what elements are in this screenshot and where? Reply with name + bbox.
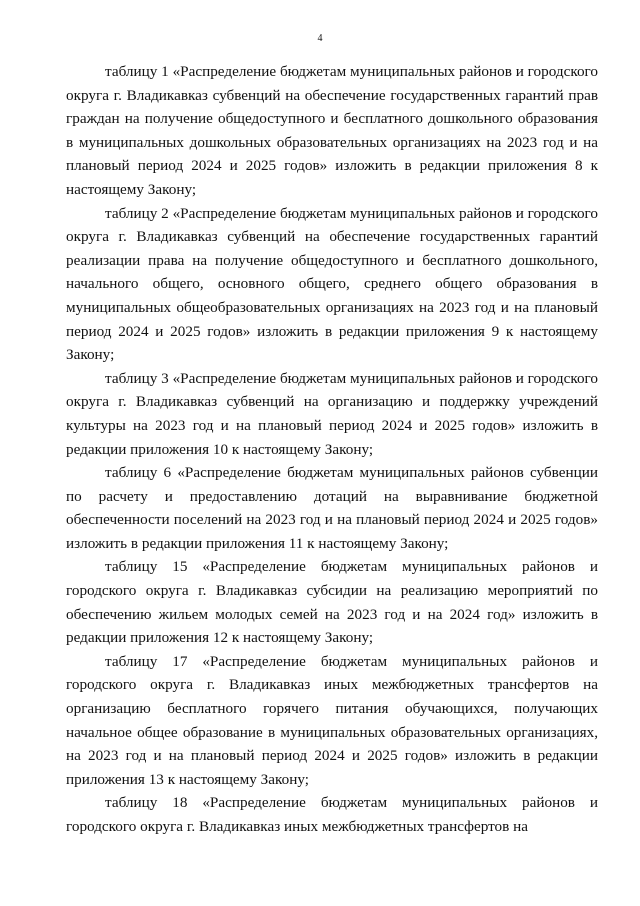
paragraph-table-3: таблицу 3 «Распределение бюджетам муниципальных районов и городского округа г. Владикавказ субвенций на организацию и поддержку учреждений культуры на 2023 год и на плановый период 2024 и 2025 годов» изложить в редакции приложения 10 к настоящему Закону;: [66, 369, 598, 458]
paragraph-table-1: таблицу 1 «Распределение бюджетам муниципальных районов и городского округа г. Владикавказ субвенций на обеспечение государственных гарантий прав граждан на получение общедоступного и бесплатного дошкольного образования в муниципальных дошкольных образовательных организациях на 2023 год и на плановый период 2024 и 2025 годов» изложить в редакции приложения 8 к настоящему Закону;: [66, 63, 598, 198]
paragraph-table-2: таблицу 2 «Распределение бюджетам муниципальных районов и городского округа г. Владикавказ субвенций на обеспечение государственных гарантий реализации права на получение общедоступного и бесплатного дошкольного, начального общего, основного общего, среднего общего образования в муниципальных общеобразовательных организациях на 2023 год и на плановый период 2024 и 2025 годов» изложить в редакции приложения 9 к настоящему Закону;: [66, 204, 598, 364]
paragraph-table-15: таблицу 15 «Распределение бюджетам муниципальных районов и городского округа г. Владикавказ субсидии на реализацию мероприятий по обеспечению жильем молодых семей на 2023 год и на 2024 год» изложить в редакции приложения 12 к настоящему Закону;: [66, 558, 598, 647]
paragraph-table-17: таблицу 17 «Распределение бюджетам муниципальных районов и городского округа г. Владикавказ иных межбюджетных трансфертов на организацию бесплатного горячего питания обучающихся, получающих начальное общее образование в муниципальных образовательных организациях, на 2023 год и на плановый период 2024 и 2025 годов» изложить в редакции приложения 13 к настоящему Закону;: [66, 652, 598, 788]
paragraph-table-18: таблицу 18 «Распределение бюджетам муниципальных районов и городского округа г. Владикавказ иных межбюджетных трансфертов на: [66, 794, 598, 835]
document-body: [66, 60, 598, 839]
page-number: 4: [317, 33, 323, 44]
paragraph-table-6: таблицу 6 «Распределение бюджетам муниципальных районов субвенции по расчету и предоставлению дотаций на выравнивание бюджетной обеспеченности поселений на 2023 год и на плановый период 2024 и 2025 годов» изложить в редакции приложения 11 к настоящему Закону;: [66, 464, 598, 552]
